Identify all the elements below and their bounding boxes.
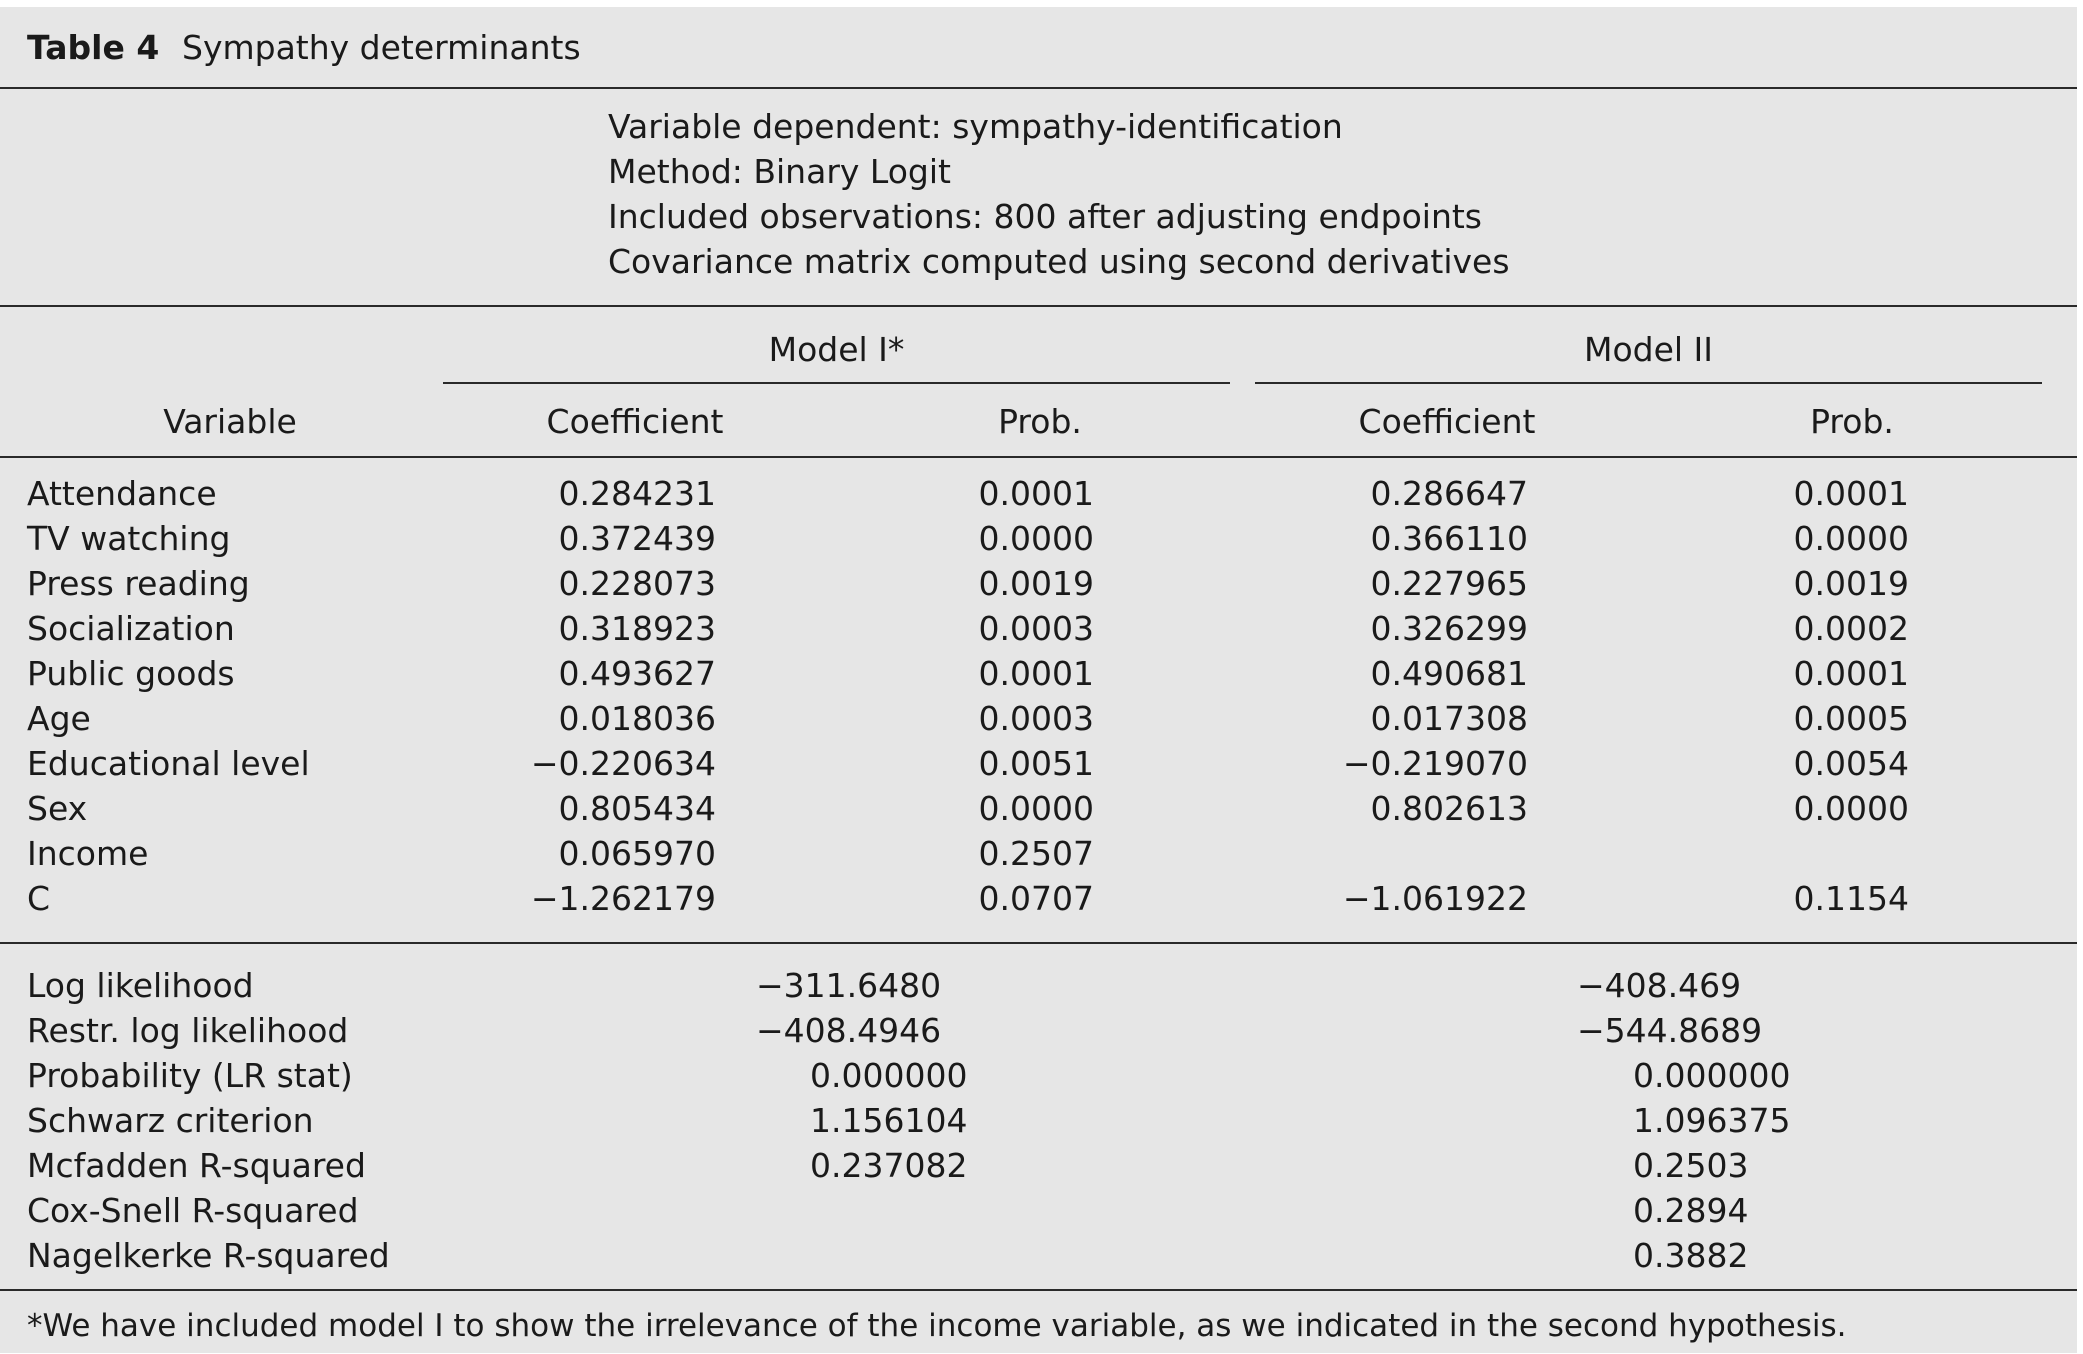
row-m2-coef: 0.227965 (1370, 564, 1528, 603)
row-m2-coef: 0.286647 (1370, 474, 1528, 513)
row-m2-coef: 0.017308 (1370, 699, 1528, 738)
row-m1-prob: 0.0003 (978, 699, 1094, 738)
row-m1-coef: 0.372439 (558, 519, 716, 558)
stat-m2: 0.2894 (1633, 1191, 1749, 1230)
row-m1-coef: 0.493627 (558, 654, 716, 693)
row-variable: Attendance (27, 474, 217, 513)
row-variable: C (27, 879, 51, 918)
rule-model2 (1255, 382, 2042, 384)
row-m2-prob: 0.0019 (1793, 564, 1909, 603)
row-m2-prob: 0.1154 (1793, 879, 1909, 918)
stat-m2: 0.2503 (1633, 1146, 1749, 1185)
row-m2-prob: 0.0000 (1793, 519, 1909, 558)
stat-m2: 1.096375 (1633, 1101, 1791, 1140)
table-label: Table 4 (27, 28, 160, 67)
rule-body (0, 942, 2077, 944)
row-m2-prob: 0.0001 (1793, 654, 1909, 693)
row-m2-prob: 0.0002 (1793, 609, 1909, 648)
stat-label: Nagelkerke R-squared (27, 1236, 390, 1275)
stat-m1: 0.237082 (810, 1146, 968, 1185)
rule-top (0, 87, 2077, 89)
col-m1-prob: Prob. (998, 402, 1082, 441)
row-m1-prob: 0.2507 (978, 834, 1094, 873)
info-dependent: Variable dependent: sympathy-identification (608, 107, 1343, 146)
row-m1-prob: 0.0001 (978, 654, 1094, 693)
row-m2-prob: 0.0005 (1793, 699, 1909, 738)
rule-header (0, 456, 2077, 458)
footnote: *We have included model I to show the irrelevance of the income variable, as we indicated in the second hypothesis. (27, 1308, 1847, 1344)
row-variable: Educational level (27, 744, 310, 783)
row-m1-prob: 0.0707 (978, 879, 1094, 918)
row-m2-coef: 0.366110 (1370, 519, 1528, 558)
row-m1-coef: 0.284231 (558, 474, 716, 513)
row-m1-coef: −1.262179 (530, 879, 716, 918)
row-variable: Age (27, 699, 91, 738)
row-m1-prob: 0.0003 (978, 609, 1094, 648)
row-variable: Press reading (27, 564, 250, 603)
row-m2-coef: −1.061922 (1342, 879, 1528, 918)
info-observations: Included observations: 800 after adjusting endpoints (608, 197, 1482, 236)
rule-info (0, 305, 2077, 307)
stat-label: Cox-Snell R-squared (27, 1191, 359, 1230)
row-m1-coef: 0.228073 (558, 564, 716, 603)
stat-label: Schwarz criterion (27, 1101, 314, 1140)
col-m1-coefficient: Coefficient (546, 402, 724, 441)
row-m2-prob: 0.0054 (1793, 744, 1909, 783)
row-m1-prob: 0.0001 (978, 474, 1094, 513)
model2-header: Model II (1583, 330, 1714, 369)
row-m1-prob: 0.0019 (978, 564, 1094, 603)
row-m1-coef: 0.318923 (558, 609, 716, 648)
col-variable: Variable (163, 402, 297, 441)
stat-label: Probability (LR stat) (27, 1056, 353, 1095)
row-m2-coef: 0.326299 (1370, 609, 1528, 648)
table-page (0, 7, 2077, 1353)
stat-m2: −408.469 (1577, 966, 1742, 1005)
stat-label: Mcfadden R-squared (27, 1146, 366, 1185)
stat-m1: −408.4946 (756, 1011, 942, 1050)
row-m2-prob: 0.0000 (1793, 789, 1909, 828)
row-m1-prob: 0.0000 (978, 789, 1094, 828)
row-m2-coef: 0.802613 (1370, 789, 1528, 828)
table-caption: Sympathy determinants (182, 28, 581, 67)
row-m1-coef: 0.805434 (558, 789, 716, 828)
col-m2-coefficient: Coefficient (1358, 402, 1536, 441)
row-m2-coef: 0.490681 (1370, 654, 1528, 693)
stat-label: Restr. log likelihood (27, 1011, 349, 1050)
row-variable: Public goods (27, 654, 235, 693)
row-variable: Sex (27, 789, 88, 828)
model1-header: Model I* (768, 330, 905, 369)
stat-m1: −311.6480 (756, 966, 942, 1005)
row-m2-prob: 0.0001 (1793, 474, 1909, 513)
stat-m1: 0.000000 (810, 1056, 968, 1095)
row-m1-coef: −0.220634 (530, 744, 716, 783)
stat-m2: 0.3882 (1633, 1236, 1749, 1275)
row-m1-coef: 0.065970 (558, 834, 716, 873)
stat-m1: 1.156104 (810, 1101, 968, 1140)
stat-m2: −544.8689 (1577, 1011, 1763, 1050)
row-m1-coef: 0.018036 (558, 699, 716, 738)
row-variable: TV watching (27, 519, 231, 558)
info-method: Method: Binary Logit (608, 152, 951, 191)
rule-model1 (443, 382, 1230, 384)
rule-bottom (0, 1289, 2077, 1291)
row-variable: Income (27, 834, 149, 873)
col-m2-prob: Prob. (1810, 402, 1894, 441)
row-m2-coef: −0.219070 (1342, 744, 1528, 783)
stat-label: Log likelihood (27, 966, 254, 1005)
info-covariance: Covariance matrix computed using second derivatives (608, 242, 1510, 281)
stat-m2: 0.000000 (1633, 1056, 1791, 1095)
row-m1-prob: 0.0051 (978, 744, 1094, 783)
row-m1-prob: 0.0000 (978, 519, 1094, 558)
row-variable: Socialization (27, 609, 235, 648)
